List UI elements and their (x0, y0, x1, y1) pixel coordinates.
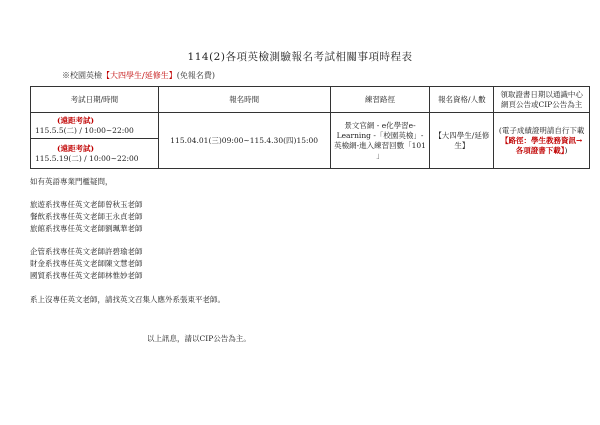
contact-line: 企管系找專任英文老師許碧瑜老師 (30, 247, 143, 256)
subtitle-prefix: ※校園英檢 (62, 71, 102, 80)
notes-closing: 以上訊息，請以CIP公告為主。 (147, 334, 251, 343)
subtitle (62, 70, 215, 81)
header-eligibility: 報名資格/人數 (430, 87, 494, 113)
contact-line: 餐飲系找專任英文老師王永貞老師 (30, 212, 143, 221)
registration-time: 115.04.01(三)09:00~115.4.30(四)15:00 (158, 113, 330, 169)
table-header-row (31, 87, 590, 113)
certificate-note-end: ) (564, 145, 568, 155)
remote-tag: (遠距考試) (57, 115, 95, 125)
schedule-table (30, 86, 590, 169)
certificate-download-note (494, 113, 590, 169)
header-exam-date: 考試日期/時間 (31, 87, 159, 113)
page-title: 114(2)各項英檢測驗報名考試相關事項時程表 (187, 51, 413, 63)
notes-intro: 如有英語專業門檻疑問， (30, 177, 113, 186)
exam-datetime: 115.5.19(二) / 10:00~22:00 (35, 153, 139, 163)
header-certificate: 領取證書日期以通識中心網頁公告或CIP公告為主 (494, 87, 590, 113)
contact-line: 旅館系找專任英文老師劉珮華老師 (30, 224, 143, 233)
contact-line: 財金系找專任英文老師陳文慧老師 (30, 259, 143, 268)
exam-date-1 (31, 113, 159, 139)
exam-datetime: 115.5.5(二) / 10:00~22:00 (35, 125, 134, 135)
table-row (31, 113, 590, 139)
contact-line: 國貿系找專任英文老師林惟妙老師 (30, 271, 143, 280)
certificate-note-text: (電子成績證明請自行下載 (498, 125, 585, 135)
subtitle-fee-note: (免報名費) (176, 71, 215, 80)
notes-other: 系上沒專任英文老師，請找英文召集人應外系張東平老師。 (30, 295, 225, 304)
exam-date-2 (31, 139, 159, 169)
remote-tag: (遠距考試) (57, 143, 95, 153)
certificate-download-path: 【路徑：學生教務資訊→各項證書下載】 (500, 135, 583, 155)
contact-line: 旅遊系找專任英文老師曾秋玉老師 (30, 200, 143, 209)
header-registration-time: 報名時間 (158, 87, 330, 113)
practice-path: 景文官網 - e化學習e-Learning -「校園英檢」-英檢網-進入練習回數「101 」 (330, 113, 430, 169)
eligibility: 【大四學生/延修生】 (430, 113, 494, 169)
subtitle-eligibility: 【大四學生/延修生】 (102, 71, 177, 80)
header-practice-path: 練習路徑 (330, 87, 430, 113)
